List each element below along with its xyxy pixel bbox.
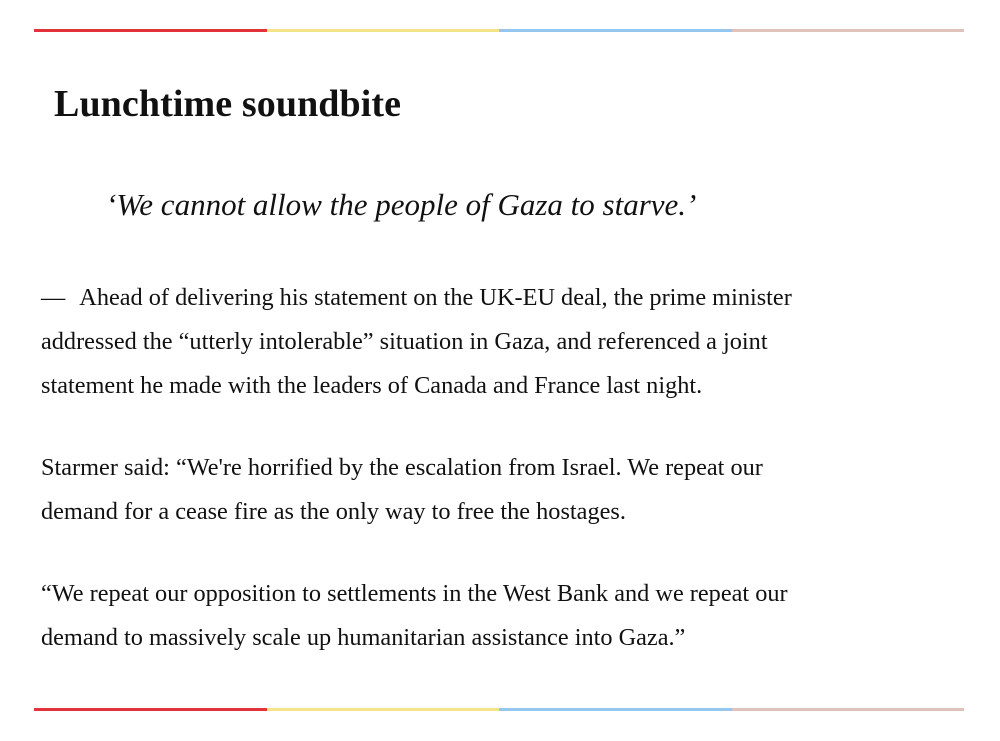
paragraph-line: demand for a cease fire as the only way to free the hostages. [41, 498, 626, 525]
divider-segment-beige [732, 29, 965, 32]
paragraph-line: addressed the “utterly intolerable” situation in Gaza, and referenced a joint [41, 328, 768, 355]
top-divider [34, 29, 964, 32]
line-text: Ahead of delivering his statement on the UK-EU deal, the prime minister [79, 284, 792, 311]
paragraph-line: demand to massively scale up humanitarian assistance into Gaza.” [41, 624, 686, 651]
bottom-divider [34, 708, 964, 711]
paragraph-intro [41, 276, 941, 408]
paragraph-line: statement he made with the leaders of Canada and France last night. [41, 372, 703, 399]
divider-segment-blue [499, 708, 732, 711]
pull-quote: ‘We cannot allow the people of Gaza to starve.’ [106, 187, 697, 222]
divider-segment-blue [499, 29, 732, 32]
paragraph-line: “We repeat our opposition to settlements in the West Bank and we repeat our [41, 580, 788, 607]
page-title: Lunchtime soundbite [54, 83, 402, 125]
paragraph-starmer-quote [41, 446, 941, 534]
divider-segment-yellow [267, 29, 500, 32]
divider-segment-red [34, 29, 267, 32]
paragraph-settlements-quote [41, 572, 941, 660]
divider-segment-beige [732, 708, 965, 711]
divider-segment-yellow [267, 708, 500, 711]
paragraph-line [41, 276, 941, 320]
paragraph-line: Starmer said: “We're horrified by the escalation from Israel. We repeat our [41, 454, 763, 481]
em-dash: — [41, 284, 66, 311]
divider-segment-red [34, 708, 267, 711]
